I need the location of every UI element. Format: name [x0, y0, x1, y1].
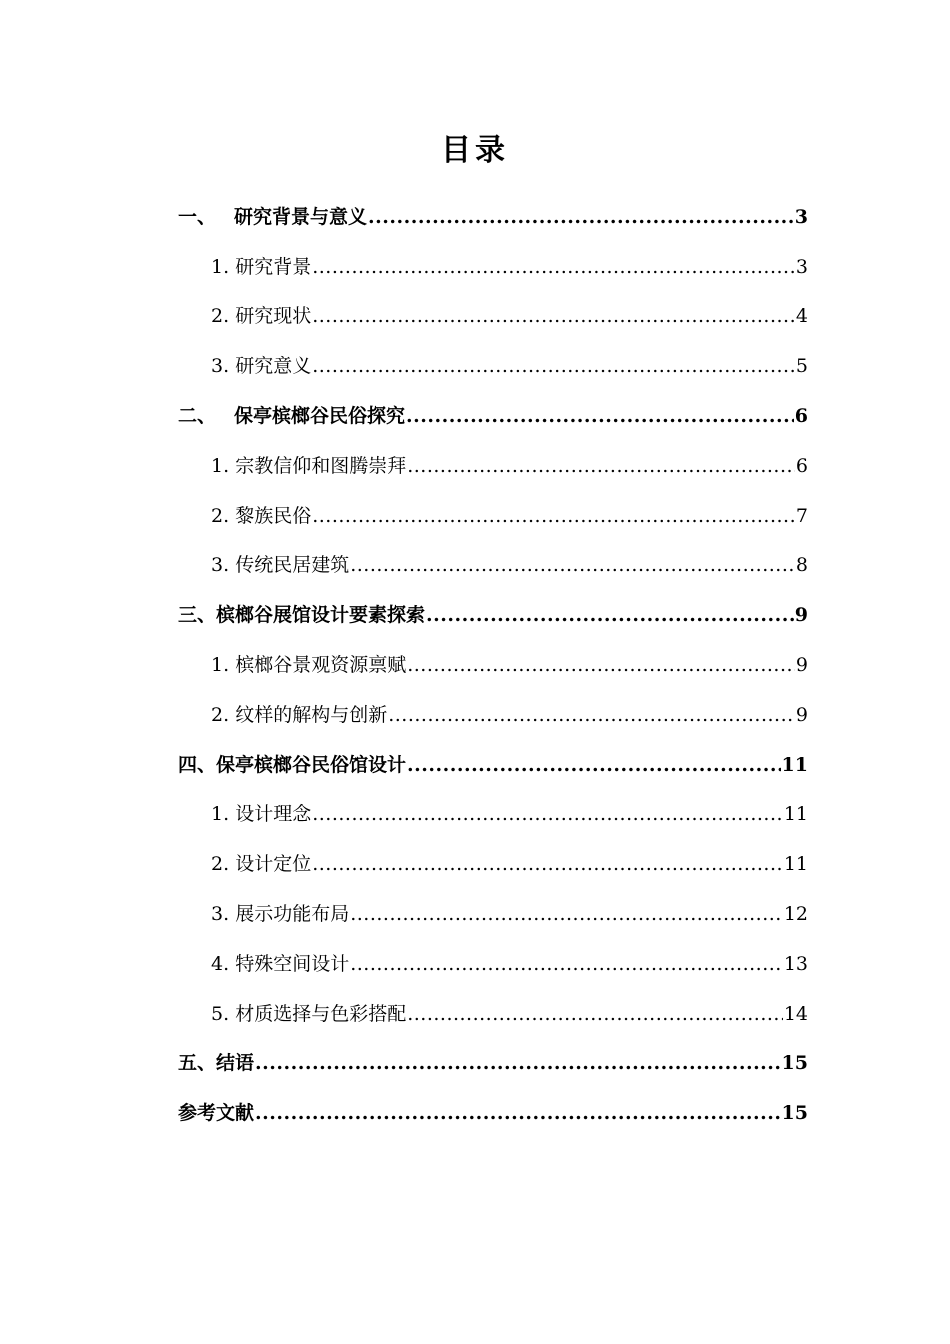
toc-page-number: 4 — [795, 305, 808, 328]
toc-entry-text — [178, 754, 406, 776]
table-of-contents — [178, 178, 808, 1124]
toc-page-number: 3 — [794, 205, 808, 228]
toc-leader-dots — [406, 405, 794, 427]
toc-leader-dots — [407, 1003, 783, 1025]
toc-entry-text — [211, 654, 406, 676]
toc-entry-text — [211, 355, 311, 377]
toc-entry-number: 1. — [211, 454, 230, 477]
toc-page-number: 9 — [795, 653, 808, 676]
toc-entry-label: 研究背景与意义 — [234, 205, 368, 228]
toc-page-number: 15 — [781, 1102, 808, 1125]
toc-entry[interactable] — [178, 825, 808, 875]
toc-entry-label: 槟榔谷景观资源禀赋 — [235, 653, 407, 676]
toc-leader-dots — [350, 903, 783, 925]
toc-entry[interactable] — [178, 1025, 808, 1075]
toc-entry-label: 材质选择与色彩搭配 — [235, 1002, 407, 1025]
toc-entry-text — [178, 405, 405, 427]
toc-page-number: 15 — [781, 1052, 808, 1075]
toc-entry-text — [211, 803, 311, 825]
toc-entry-label: 设计定位 — [235, 853, 312, 876]
toc-entry[interactable] — [178, 776, 808, 826]
toc-entry[interactable] — [178, 427, 808, 477]
toc-page-number: 11 — [781, 753, 808, 776]
toc-entry-label: 传统民居建筑 — [235, 554, 350, 577]
toc-entry-label: 保亭槟榔谷民俗探究 — [234, 404, 406, 427]
toc-leader-dots — [368, 206, 794, 228]
toc-entry-number: 1. — [211, 803, 230, 826]
toc-entry-label: 保亭槟榔谷民俗馆设计 — [216, 753, 407, 776]
toc-entry-number: 2. — [211, 504, 230, 527]
toc-entry-number: 4. — [211, 952, 230, 975]
toc-page-number: 11 — [783, 803, 808, 826]
toc-entry-number: 2. — [211, 703, 230, 726]
toc-page-number: 6 — [794, 404, 808, 427]
toc-entry-text — [211, 953, 349, 975]
toc-entry-text — [211, 256, 311, 278]
toc-leader-dots — [388, 704, 795, 726]
toc-entry-label: 特殊空间设计 — [235, 952, 350, 975]
toc-entry[interactable] — [178, 576, 808, 626]
toc-entry-text — [178, 604, 425, 626]
toc-entry-number: 2. — [211, 305, 230, 328]
toc-entry-text — [211, 704, 387, 726]
toc-entry-number: 二、 — [178, 404, 217, 427]
toc-entry-number: 三、 — [178, 604, 217, 627]
toc-entry[interactable] — [178, 377, 808, 427]
toc-entry[interactable] — [178, 527, 808, 577]
toc-entry-number: 3. — [211, 554, 230, 577]
toc-leader-dots — [426, 604, 794, 626]
toc-leader-dots — [255, 1102, 781, 1124]
toc-entry-label: 宗教信仰和图腾崇拜 — [235, 454, 407, 477]
toc-entry[interactable] — [178, 178, 808, 228]
toc-page-number: 13 — [783, 952, 808, 975]
toc-entry-text — [178, 206, 367, 228]
toc-entry-text — [211, 853, 311, 875]
toc-entry[interactable] — [178, 875, 808, 925]
toc-entry-text — [211, 305, 311, 327]
toc-page-number: 5 — [795, 355, 808, 378]
toc-entry-label: 结语 — [216, 1052, 255, 1075]
toc-entry-number: 2. — [211, 853, 230, 876]
toc-leader-dots — [407, 654, 795, 676]
toc-entry-label: 设计理念 — [235, 803, 312, 826]
toc-leader-dots — [312, 256, 795, 278]
toc-entry[interactable] — [178, 925, 808, 975]
toc-leader-dots — [350, 953, 783, 975]
toc-leader-dots — [312, 803, 783, 825]
toc-entry-label: 研究意义 — [235, 355, 312, 378]
toc-page-number: 12 — [783, 902, 808, 925]
toc-entry-text — [211, 903, 349, 925]
toc-entry-number: 1. — [211, 255, 230, 278]
toc-leader-dots — [312, 305, 795, 327]
toc-page-number: 9 — [794, 604, 808, 627]
toc-entry-label: 纹样的解构与创新 — [235, 703, 388, 726]
toc-entry-label: 研究现状 — [235, 305, 312, 328]
toc-leader-dots — [255, 1052, 781, 1074]
toc-entry-text — [178, 1052, 254, 1074]
toc-entry-text — [211, 554, 349, 576]
toc-entry-text — [211, 455, 406, 477]
toc-entry[interactable] — [178, 676, 808, 726]
toc-page-number: 6 — [795, 454, 808, 477]
toc-entry-text — [178, 1102, 254, 1124]
toc-entry[interactable] — [178, 327, 808, 377]
toc-page-number: 8 — [795, 554, 808, 577]
toc-entry-number: 5. — [211, 1002, 230, 1025]
toc-entry-label: 槟榔谷展馆设计要素探索 — [216, 604, 426, 627]
toc-leader-dots — [312, 853, 783, 875]
toc-title: 目录 — [441, 133, 509, 168]
toc-entry-label: 研究背景 — [235, 255, 312, 278]
toc-entry-number: 五、 — [178, 1052, 217, 1075]
toc-leader-dots — [350, 554, 795, 576]
toc-entry[interactable] — [178, 477, 808, 527]
toc-page-number: 3 — [795, 255, 808, 278]
toc-entry[interactable] — [178, 228, 808, 278]
toc-entry-text — [211, 505, 311, 527]
toc-entry[interactable] — [178, 975, 808, 1025]
toc-page-number: 9 — [795, 703, 808, 726]
toc-page-number: 7 — [795, 504, 808, 527]
toc-entry[interactable] — [178, 278, 808, 328]
toc-page-number: 11 — [783, 853, 808, 876]
toc-leader-dots — [407, 455, 795, 477]
toc-leader-dots — [312, 505, 795, 527]
toc-entry-text — [211, 1003, 406, 1025]
toc-entry-number: 1. — [211, 653, 230, 676]
toc-entry-number: 3. — [211, 902, 230, 925]
toc-entry-label: 参考文献 — [178, 1102, 255, 1125]
toc-entry-number: 四、 — [178, 753, 217, 776]
toc-page-number: 14 — [783, 1002, 808, 1025]
toc-entry-number: 一、 — [178, 205, 217, 228]
toc-entry-label: 黎族民俗 — [235, 504, 312, 527]
toc-entry[interactable] — [178, 1074, 808, 1124]
toc-entry-label: 展示功能布局 — [235, 902, 350, 925]
toc-entry-number: 3. — [211, 355, 230, 378]
toc-entry[interactable] — [178, 626, 808, 676]
toc-entry[interactable] — [178, 726, 808, 776]
toc-leader-dots — [407, 754, 781, 776]
toc-leader-dots — [312, 355, 795, 377]
